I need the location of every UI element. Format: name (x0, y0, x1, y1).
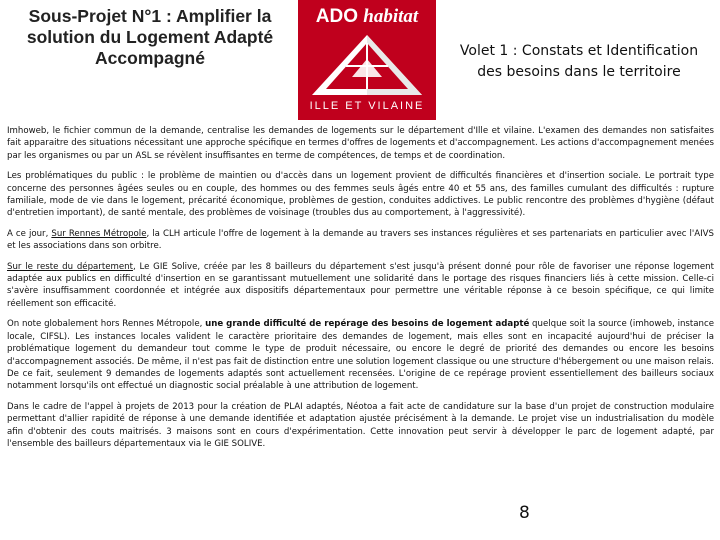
paragraph-rennes-text: , la CLH articule l'offre de logement à la demande au travers ses instances régulières et ses partenariats en particulier avec l'AIVS et les associations dans son orbitre. (7, 228, 714, 252)
title-line-2: solution du Logement Adapté (26, 27, 274, 47)
title-line-1: Sous-Projet N°1 : Amplifier la (28, 6, 272, 26)
logo-name-ado: ADO (315, 6, 359, 27)
page-number: 8 (519, 503, 530, 523)
paragraph-reperage (7, 318, 714, 392)
body-text (7, 125, 714, 458)
paragraph-departement (7, 261, 714, 311)
section-heading-line-2: des besoins dans le territoire (477, 64, 681, 80)
section-heading (440, 41, 718, 83)
title-line-3: Accompagné (95, 48, 205, 68)
section-heading-line-1: Volet 1 : Constats et Identification (459, 43, 699, 59)
paragraph-appel-projets (7, 401, 714, 451)
reste-departement-link[interactable]: Sur le reste du département (7, 261, 133, 272)
rennes-metropole-link[interactable]: Sur Rennes Métropole (51, 228, 147, 239)
paragraph-rennes (7, 228, 714, 253)
paragraph-imhoweb: Imhoweb, le fichier commun de la demande, centralise les demandes de logements sur le département d'Ille et vilaine. L'examen des demandes non satisfaites fait apparaitre des situations nécessitant une approche spécifique en termes d'offres de logements et d'accompagnement. Les actions d'accompagnement menées par les organismes ou par un ASL se révèlent insuffisantes en terme de compétences, de temps et de coordination. (7, 126, 714, 161)
paragraph-reperage-emphasis: une grande difficulté de repérage des besoins de logement adapté (205, 319, 530, 330)
paragraph-reperage-text: quelque soit la source (imhoweb, instance locale, CIFSL). Les instances locales valident le caractère prioritaire des demandes de logement, mais elles sont en incapacité aujourd'hui de préciser la problématique logement du demandeur tout comme le type de produit nécessaire, ou encore le degré de priorité des demandes ou encore les besoins d'accompagnement associés. De même, il n'est pas fait de distinction entre une solution logement classique ou une structure d'hébergement ou une maison relais. De ce fait, seulement 9 demandes de logements adaptés sont actuellement recensées. L'origine de ce repérage provient essentiellement des bailleurs sociaux notamment lorsqu'ils ont effectué un diagnostic social préalable à une attribution de logement. (7, 319, 714, 392)
logo-name (298, 6, 436, 28)
house-logo-icon (308, 33, 426, 97)
paragraph-public: Les problématiques du public : le problème de maintien ou d'accès dans un logement provient de difficultés financières et d'insertion sociale. Le portrait type concerne des personnes âgées seules ou en couple, des hommes ou des femmes seuls âgés entre 40 et 55 ans, des familles cumulant des difficultés : rupture familiale, mode de vie dans le logement, précarité économique, problèmes de gestion, conduites addictives. Le public rencontre des problèmes d'hygiène (défaut d'entretien important), de santé mentale, des problèmes de voisinage (troubles dus au comportement, à l'aggressivité). (7, 171, 714, 219)
paragraph-reperage-intro: On note globalement hors Rennes Métropole, (7, 319, 206, 330)
paragraph-appel-projets-text: . Le projet vise un industrialisation du modèle afin d'obtenir des couts maitrisés. 3 maisons sont en cours d'expérimentation. Cette innovation peut servir à développer le parc de logement adapté, par l'ensemble des bailleurs départementaux via le GIE SOLIVE. (7, 414, 714, 449)
ado-habitat-logo (298, 0, 436, 120)
paragraph-departement-text: , Le GIE Solive, créée par les 8 bailleurs du département s'est jusqu'à présent donné pour rôle de favoriser une réponse logement adaptée aux publics en difficulté d'insertion en se garantissant mutuellement une solidarité dans le portage des risques financiers liés à cette mission. Celle-ci s'avère insuffisamment coordonnée et intégrée aux dispositifs départementaux pour permettre une véritable réponse à ce besoin spécifique, ce qui limite réellement son efficacité. (7, 261, 714, 309)
paragraph-appel-projets-intro: Dans le cadre de l'appel à projets de 2013 pour la création de PLAI adaptés, Néotoa a fait acte de candidature sur la base d'un projet de construction modulaire permettant d'allier rapidité de réponse à une demande identifiée et adaptation ajustée précisément à la demande (7, 401, 714, 425)
paragraph-rennes-intro: A ce jour, (7, 228, 52, 239)
logo-region: ILLE ET VILAINE (309, 100, 425, 112)
logo-name-habitat: habitat (363, 6, 419, 27)
page-title (4, 6, 296, 69)
